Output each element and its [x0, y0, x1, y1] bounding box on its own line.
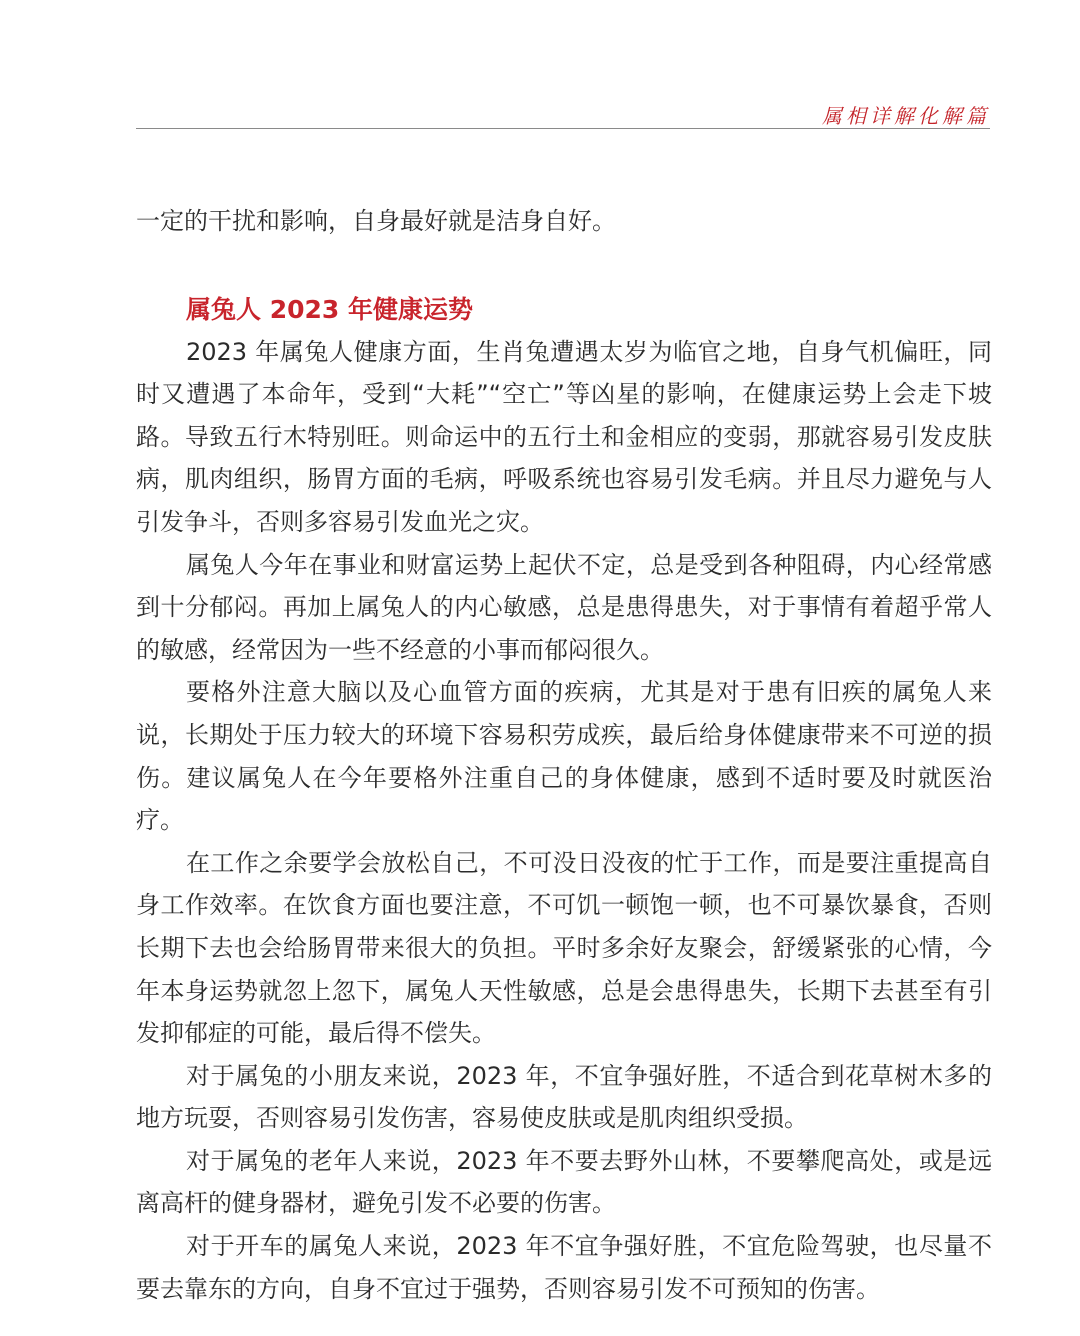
- body-paragraph: 在工作之余要学会放松自己，不可没日没夜的忙于工作，而是要注重提高自身工作效率。在饮食方面也要注意，不可饥一顿饱一顿，也不可暴饮暴食，否则长期下去也会给肠胃带来很大的负担。平时多余好友聚会，舒缓紧张的心情，今年本身运势就忽上忽下，属兔人天性敏感，总是会患得患失，长期下去甚至有引发抑郁症的可能，最后得不偿失。: [136, 848, 992, 1048]
- page-body: [136, 200, 992, 1310]
- body-paragraph: 属兔人今年在事业和财富运势上起伏不定，总是受到各种阻碍，内心经常感到十分郁闷。再加上属兔人的内心敏感，总是患得患失，对于事情有着超乎常人的敏感，经常因为一些不经意的小事而郁闷很久。: [136, 550, 992, 664]
- running-header-title: 属相详解化解篇: [822, 104, 990, 128]
- section-heading: 属兔人 2023 年健康运势: [186, 294, 473, 324]
- body-paragraph: 对于属兔的小朋友来说，2023 年，不宜争强好胜，不适合到花草树木多的地方玩耍，否则容易引发伤害，容易使皮肤或是肌肉组织受损。: [136, 1061, 992, 1133]
- continued-paragraph: 一定的干扰和影响，自身最好就是洁身自好。: [136, 207, 616, 235]
- body-paragraph: 要格外注意大脑以及心血管方面的疾病，尤其是对于患有旧疾的属兔人来说，长期处于压力较大的环境下容易积劳成疾，最后给身体健康带来不可逆的损伤。建议属兔人在今年要格外注重自己的身体健康，感到不适时要及时就医治疗。: [136, 678, 992, 835]
- body-paragraph: 2023 年属兔人健康方面，生肖兔遭遇太岁为临官之地，自身气机偏旺，同时又遭遇了本命年，受到“大耗”“空亡”等凶星的影响，在健康运势上会走下坡路。导致五行木特别旺。则命运中的五行土和金相应的变弱，那就容易引发皮肤病，肌肉组织，肠胃方面的毛病，呼吸系统也容易引发毛病。并且尽力避免与人引发争斗，否则多容易引发血光之灾。: [136, 337, 992, 536]
- body-paragraph: 对于属兔的老年人来说，2023 年不要去野外山林，不要攀爬高处，或是远离高杆的健身器材，避免引发不必要的伤害。: [136, 1146, 992, 1218]
- body-paragraph: 对于开车的属兔人来说，2023 年不宜争强好胜，不宜危险驾驶，也尽量不要去靠东的方向，自身不宜过于强势，否则容易引发不可预知的伤害。: [136, 1232, 992, 1303]
- header-divider: [136, 128, 990, 129]
